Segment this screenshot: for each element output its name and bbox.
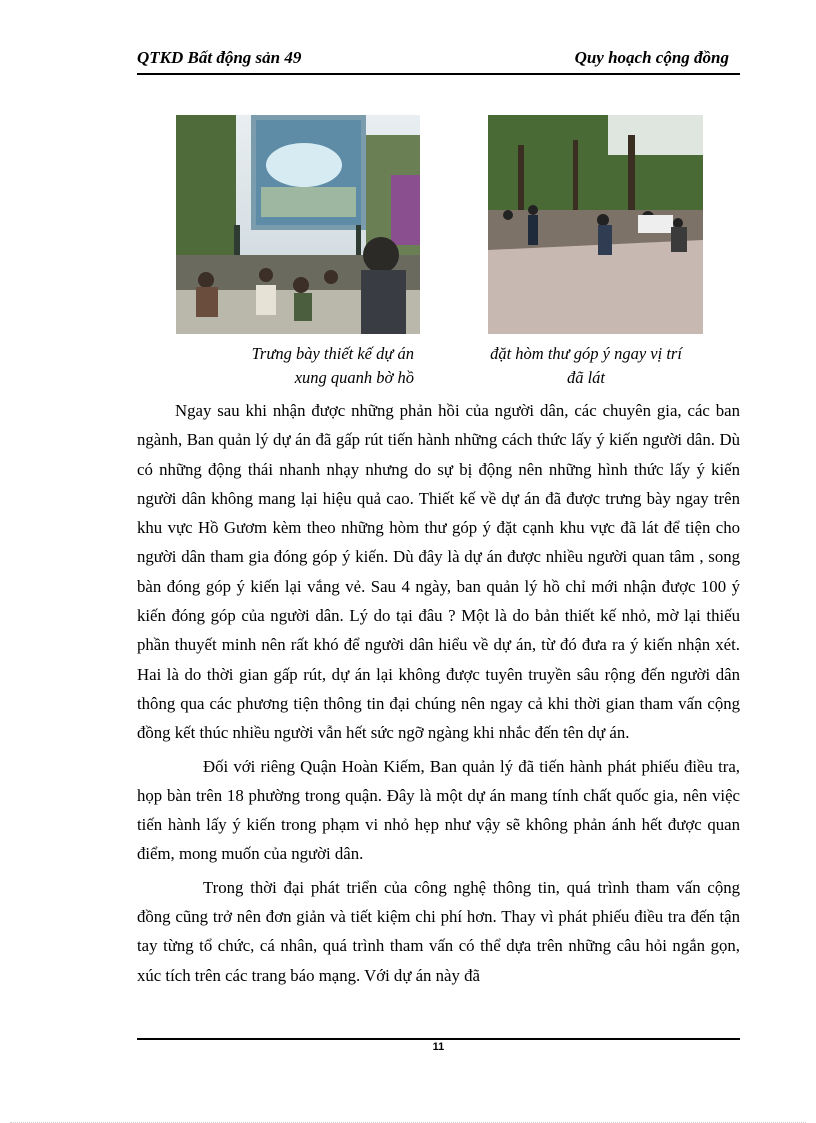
footer-rule (137, 1038, 740, 1040)
page-number: 11 (432, 1041, 445, 1053)
caption-line: Trưng bày thiết kế dự án (251, 344, 414, 363)
caption-line: đã lát (566, 368, 606, 387)
header-rule (137, 73, 740, 75)
body-text (137, 396, 740, 994)
paragraph: Đối với riêng Quận Hoàn Kiếm, Ban quản lý đã tiến hành phát phiếu điều tra, họp bàn trên 18 phường trong quận. Đây là một dự án mang tính chất quốc gia, nên việc tiến hành lấy ý kiến trong phạm vi nhỏ hẹp như vậy sẽ không phản ánh hết được quan điểm, mong muốn của người dân. (137, 756, 740, 864)
header-left-title: QTKD Bất động sản 49 (137, 48, 302, 67)
paragraph: Trong thời đại phát triển của công nghệ thông tin, quá trình tham vấn cộng đồng cũng trở nên đơn giản và tiết kiệm chi phí hơn. Thay vì phát phiếu điều tra đến tận tay từng tổ chức, cá nhân, quá trình tham vấn có thể dựa trên những câu hỏi ngắn gọn, xúc tích trên các trang báo mạng. Với dự án này đã (137, 877, 740, 985)
page-header (137, 48, 729, 74)
caption-line: đặt hòm thư góp ý ngay vị trí (490, 344, 682, 363)
suggestion-box-photo (488, 115, 703, 334)
figure-caption-2 (470, 342, 702, 390)
header-right-title: Quy hoạch cộng đồng (574, 48, 729, 67)
figure-caption-1 (160, 342, 414, 390)
paragraph: Ngay sau khi nhận được những phản hồi của người dân, các chuyên gia, các ban ngành, Ban quản lý dự án đã gấp rút tiến hành những cách thức lấy ý kiến người dân. Dù có những động thái nhanh nhạy nhưng do sự bị động nên những hình thức lấy ý kiến người dân không mang lại hiệu quả cao. Thiết kế về dự án đã được trưng bày ngay trên khu vực Hồ Gươm kèm theo những hòm thư góp ý đặt cạnh khu vực đã lát để tiện cho người dân tham gia đóng góp ý kiến. Dù đây là dự án được nhiều người quan tâm , song bàn đóng góp ý kiến lại vắng vẻ. Sau 4 ngày, ban quản lý hồ chỉ mới nhận được 100 ý kiến đóng góp của người dân. Lý do tại đâu ? Một là do bản thiết kế nhỏ, mờ lại thiếu phần thuyết minh nên rất khó để người dân hiểu về dự án, từ đó đưa ra ý kiến nhận xét. Hai là do thời gian gấp rút, dự án lại không được tuyên truyền sâu rộng đến người dân thông qua các phương tiện thông tin đại chúng nên ngay cả khi thời gian tham vấn cộng đồng kết thúc nhiều người vẫn hết sức ngỡ ngàng khi nhắc đến tên dự án. (137, 401, 740, 743)
caption-line: xung quanh bờ hồ (294, 368, 414, 387)
display-board-photo (176, 115, 420, 334)
